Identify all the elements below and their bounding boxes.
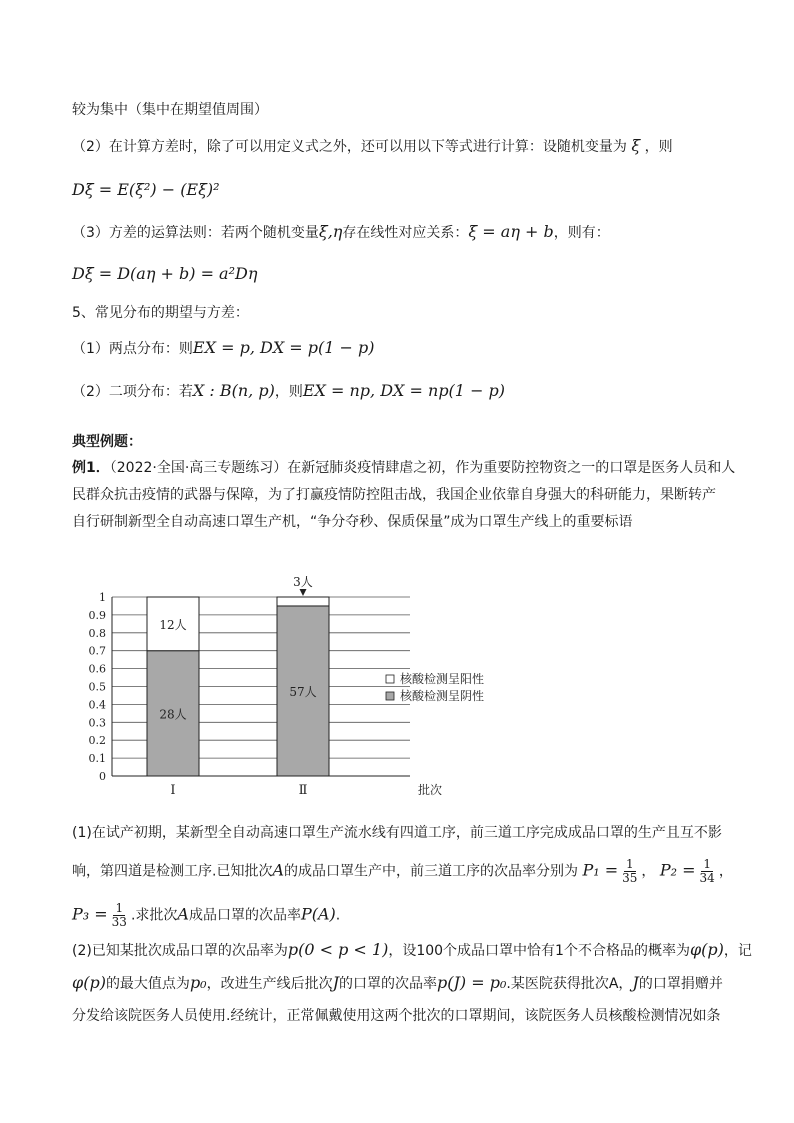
- text-line-4: 5、常见分布的期望与方差：: [72, 305, 249, 321]
- y-tick-label: 0.8: [88, 626, 106, 640]
- legend-swatch: [386, 692, 394, 700]
- y-tick-label: 0.6: [88, 662, 106, 676]
- y-tick-label: 0.9: [88, 608, 106, 622]
- question-2-line-1: (2)已知某批次成品口罩的次品率为p(0 < p < 1)，设100个成品口罩中恰有1个不合格品的概率为φ(p)，记: [72, 940, 752, 959]
- y-tick-label: 0.2: [88, 734, 106, 748]
- question-2-line-2: φ(p)的最大值点为p₀，改进生产线后批次J的口罩的次品率p(J) = p₀.某医院获得批次A，J的口罩捐赠并: [72, 973, 723, 992]
- legend-swatch: [386, 675, 394, 683]
- p1-label: P₁ =: [582, 860, 619, 880]
- question-2-line-3: 分发给该院医务人员使用.经统计，正常佩戴使用这两个批次的口罩期间，该院医务人员核酸检测情况如条: [72, 1008, 721, 1024]
- bar-label-positive: 12人: [159, 617, 187, 632]
- fraction-p2: $\frac{1}{34}$: [699, 857, 715, 885]
- bar-positive-2: [277, 597, 329, 606]
- formula-variance-rule: Dξ = D(aη + b) = a²Dη: [72, 264, 258, 283]
- question-1-line-2: 响，第四道是检测工序.已知批次A的成品口罩生产中，前三道工序的次品率分别为 P₁ = $\frac{1}{35}$ ， P₂ = $\frac{1}{34}$ ，: [72, 857, 733, 885]
- text-line-3: （3）方差的运算法则：若两个随机变量ξ,η存在线性对应关系：ξ = aη + b，则有：: [72, 222, 610, 241]
- p3-label: P₃ =: [72, 904, 108, 924]
- bar-label-positive: 3人: [293, 575, 313, 589]
- y-tick-label: 0.3: [88, 716, 106, 730]
- y-tick-label: 0.5: [88, 680, 106, 694]
- legend-label: 核酸检测呈阳性: [400, 672, 485, 686]
- x-axis-label: 批次: [418, 783, 443, 797]
- legend-label: 核酸检测呈阴性: [400, 689, 485, 703]
- chart-svg: [60, 570, 520, 802]
- y-tick-label: 0: [99, 770, 106, 783]
- x-tick-label: Ⅰ: [170, 783, 176, 798]
- y-tick-label: 0.1: [88, 752, 106, 766]
- text-line-6: （2）二项分布：若X : B(n, p)，则EX = np, DX = np(1 − p): [72, 381, 506, 400]
- text-line-1: 较为集中（集中在期望值周围）: [72, 102, 268, 118]
- p2-label: P₂ =: [659, 860, 696, 880]
- example-1-line-2: 民群众抗击疫情的武器与保障，为了打赢疫情防控阻击战，我国企业依靠自身强大的科研能力，果断转产: [72, 487, 716, 503]
- annotation-arrow-head: [300, 589, 307, 596]
- example-1-line-3: 自行研制新型全自动高速口罩生产机，“争分夺秒、保质保量”成为口罩生产线上的重要标语: [72, 514, 633, 530]
- x-tick-label: Ⅱ: [298, 783, 308, 798]
- bar-label-negative: 57人: [289, 684, 317, 699]
- fraction-p1: $\frac{1}{35}$: [622, 857, 638, 885]
- question-1-line-3: P₃ = $\frac{1}{33}$ .求批次A成品口罩的次品率P(A).: [72, 901, 341, 929]
- formula-variance: Dξ = E(ξ²) − (Eξ)²: [72, 180, 220, 199]
- y-tick-label: 1: [99, 591, 106, 604]
- stacked-bar-chart: [60, 570, 520, 802]
- y-tick-label: 0.7: [88, 644, 106, 658]
- text-line-2: （2）在计算方差时，除了可以用定义式之外，还可以用以下等式进行计算：设随机变量为 ξ ，则: [72, 136, 673, 155]
- example-1-line-1: 例1．（2022·全国·高三专题练习）在新冠肺炎疫情肆虐之初，作为重要防控物资之一的口罩是医务人员和人: [72, 460, 736, 476]
- text-line-5: （1）两点分布：则EX = p, DX = p(1 − p): [72, 338, 375, 357]
- section-heading: 典型例题：: [72, 434, 142, 450]
- fraction-p3: $\frac{1}{33}$: [111, 901, 127, 929]
- y-tick-label: 0.4: [88, 698, 106, 712]
- question-1-line-1: (1)在试产初期，某新型全自动高速口罩生产流水线有四道工序，前三道工序完成成品口罩的生产且互不影: [72, 825, 722, 841]
- bar-label-negative: 28人: [159, 707, 187, 722]
